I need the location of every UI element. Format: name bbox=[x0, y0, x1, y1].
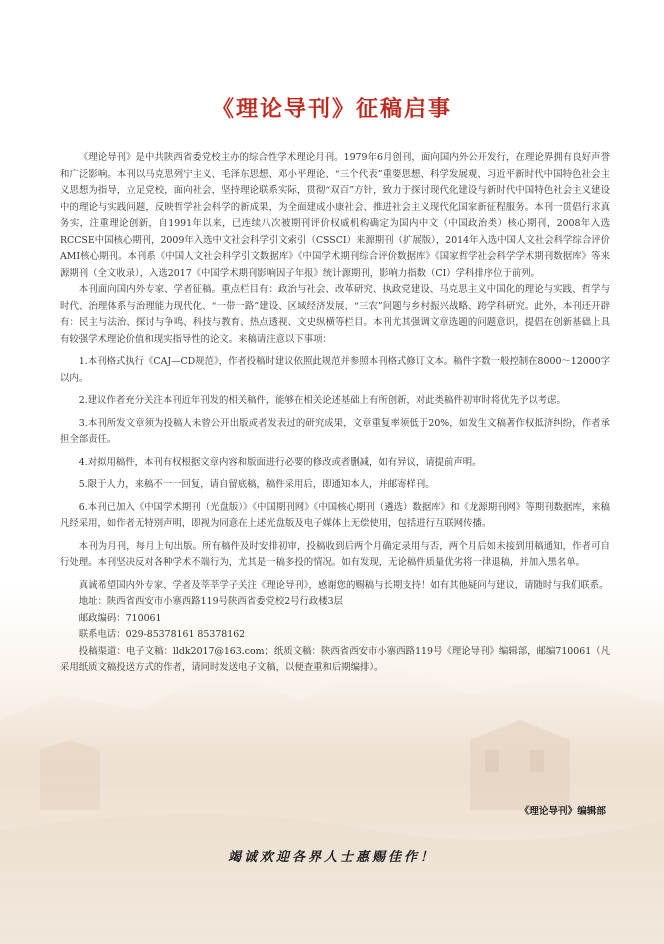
paragraph-rule-5: 5.限于人力，来稿不一一回复，请自留底稿，稿件采用后，即通知本人，并邮寄样刊。 bbox=[78, 479, 435, 490]
contact-phone: 联系电话：029-85378161 85378162 bbox=[78, 629, 246, 640]
paragraph-rule-4: 4.对拟用稿件，本刊有权根据文章内容和版面进行必要的修改或者删减，如有异议，请提前声明。 bbox=[78, 456, 482, 468]
paragraph-schedule: 本刊为月刊，每月上旬出版。所有稿件及时安排初审，投稿收到后两个月确定录用与否，两个月后如未接到用稿通知，作者可自行处理。本刊坚决反对各种学术不端行为，尤其是一稿多投的情况。如有发现，无论稿件质量优劣将一律退稿，并加入黑名单。 bbox=[60, 540, 610, 568]
paragraph-rule-6: 6.本刊已加入《中国学术期刊（光盘版）》《中国期刊网》《中国核心期刊（遴选）数据库》和《龙源期刊网》等期刊数据库，来稿凡经采用，如作者无特别声明，即视为同意在上述光盘版及电子媒体上无偿使用，包括进行互联网传播。 bbox=[60, 501, 610, 529]
paragraph-intro: 《理论导刊》是中共陕西省委党校主办的综合性学术理论月刊。1979年6月创刊，面向国内外公开发行，在理论界拥有良好声誉和广泛影响。本刊以马克思列宁主义、毛泽东思想、邓小平理论、“三个代表”重要思想、科学发展观、习近平新时代中国特色社会主义思想为指导，立足党校，面向社会，坚持理论联系实际，贯彻“双百”方针，致力于探讨现代化建设与新时代中国特色社会主义建设中的理论与实践问题，反映哲学社会科学的新成果，为全面建成小康社会、推进社会主义现代化国家新征程服务。本刊一贯倡行求真务实，注重理论创新，自1991年以来，已连续八次被期刊评价权威机构确定为国内中文（中国政治类）核心期刊，2008年入选RCCSE中国核心期刊，2009年入选中文社会科学引文索引（CSSCI）来源期刊（扩展版），2014年入选中国人文社会科学综合评价AMI核心期刊。本刊系《中国人文社会科学引文数据库》《中国学术期刊综合评价数据库》《国家哲学社会科学学术期刊数据库》等来源期刊（全文收录），入选2017《中国学术期刊影响因子年报》统计源期刊，影响力指数（CI）学科排序位于前列。 bbox=[60, 152, 610, 279]
contact-submission: 投稿渠道：电子文稿：lldk2017@163.com；纸质文稿：陕西省西安市小寨西路119号《理论导刊》编辑部，邮编710061（凡采用纸质文稿投送方式的作者，请同时发送电子文稿，以便查重和后期编排）。 bbox=[60, 645, 610, 673]
article-body bbox=[60, 150, 610, 677]
contact-address: 地址：陕西省西安市小寨西路119号陕西省委党校2号行政楼3层 bbox=[78, 596, 343, 607]
paragraph-call-for-papers: 本刊面向国内外专家、学者征稿。重点栏目有：政治与社会、改革研究、执政党建设、马克思主义中国化的理论与实践、哲学与时代、治理体系与治理能力现代化、“一带一路”建设、区域经济发展、“三农”问题与乡村振兴战略、跨学科研究。此外，本刊还开辟有：民主与法治、探讨与争鸣、科技与教育、热点透视、文史纵横等栏目。本刊尤其强调文章选题的问题意识，提倡在创新基础上具有较强学术理论价值和现实指导性的论文。来稿请注意以下事项： bbox=[60, 284, 610, 345]
slogan: 竭诚欢迎各界人士惠赐佳作！ bbox=[227, 850, 436, 865]
paragraph-rule-2: 2.建议作者充分关注本刊近年刊发的相关稿件，能够在相关论述基础上有所创新，对此类稿件初审时将优先予以考虑。 bbox=[78, 395, 566, 406]
paragraph-closing: 真诚希望国内外专家、学者及莘莘学子关注《理论导刊》，感谢您的赐稿与长期支持！如有其他疑问与建议，请随时与我们联系。 bbox=[78, 579, 609, 591]
paragraph-rule-3: 3.本刊所发文章须为投稿人未曾公开出版或者发表过的研究成果，文章重复率须低于20%，如发生文稿著作权抵济纠纷，作者承担全部责任。 bbox=[60, 417, 610, 445]
page-title: 《理论导刊》征稿启事 bbox=[211, 96, 452, 122]
signature-editorial-office: 《理论导刊》编辑部 bbox=[519, 806, 606, 817]
paragraph-rule-1: 1.本刊格式执行《CAJ—CD规范》，作者投稿时建议依照此规范并参照本刊格式修订文本。稿件字数一般控制在8000～12000字以内。 bbox=[60, 356, 610, 384]
contact-postcode: 邮政编码：710061 bbox=[78, 612, 162, 624]
